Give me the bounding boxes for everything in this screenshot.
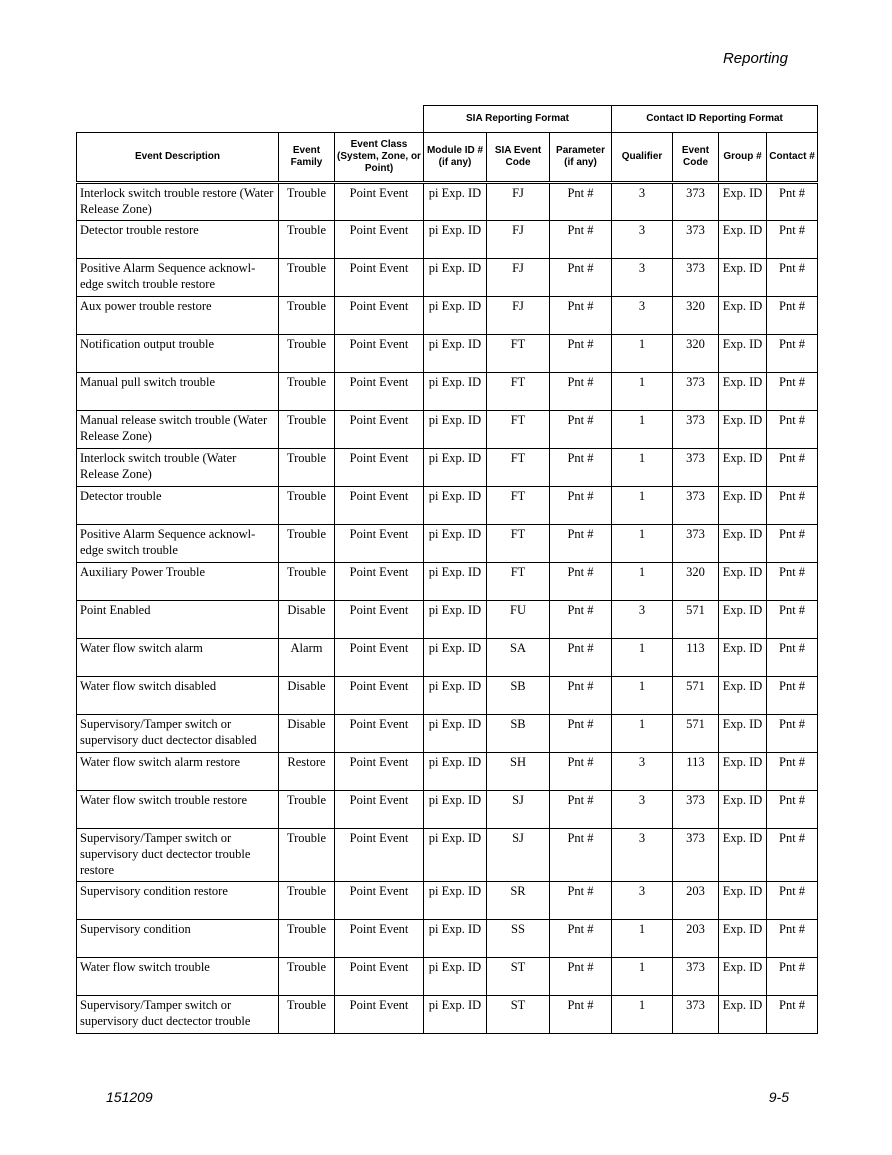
module-id-cell: pi Exp. ID [424,449,487,487]
sia-event-code-cell: FJ [487,297,550,335]
module-id-cell: pi Exp. ID [424,563,487,601]
contact-cell: Pnt # [767,487,818,525]
parameter-cell: Pnt # [550,639,612,677]
parameter-cell: Pnt # [550,920,612,958]
group-cell: Exp. ID [719,373,767,411]
event-family-cell: Trouble [279,920,335,958]
event-family-cell: Restore [279,753,335,791]
module-id-cell: pi Exp. ID [424,996,487,1034]
col-module-id: Module ID # (if any) [424,133,487,183]
table-row [77,882,818,920]
col-qualifier: Qualifier [612,133,673,183]
event-family-cell: Trouble [279,259,335,297]
parameter-cell: Pnt # [550,563,612,601]
qualifier-cell: 1 [612,411,673,449]
parameter-cell: Pnt # [550,259,612,297]
event-class-cell: Point Event [335,958,424,996]
table-row [77,753,818,791]
contact-cell: Pnt # [767,335,818,373]
event-code-cell: 373 [673,996,719,1034]
sia-event-code-cell: ST [487,996,550,1034]
sia-format-header: SIA Reporting Format [424,106,612,133]
table-row [77,525,818,563]
event-code-cell: 203 [673,920,719,958]
event-class-cell: Point Event [335,335,424,373]
page-header-title: Reporting [722,50,788,67]
table-row [77,601,818,639]
table-row [77,411,818,449]
module-id-cell: pi Exp. ID [424,335,487,373]
sia-event-code-cell: FT [487,335,550,373]
event-code-cell: 373 [673,449,719,487]
event-code-cell: 373 [673,791,719,829]
event-class-cell: Point Event [335,920,424,958]
qualifier-cell: 1 [612,525,673,563]
event-description-cell: Detector trouble [77,487,279,525]
event-code-cell: 320 [673,297,719,335]
reporting-table [76,105,818,1034]
event-class-cell: Point Event [335,221,424,259]
table-row [77,791,818,829]
event-description-cell: Aux power trouble restore [77,297,279,335]
event-family-cell: Disable [279,677,335,715]
event-code-cell: 373 [673,183,719,221]
parameter-cell: Pnt # [550,677,612,715]
module-id-cell: pi Exp. ID [424,601,487,639]
sia-event-code-cell: FJ [487,259,550,297]
event-description-cell: Supervisory/Tamper switch or supervisory duct dectector trouble [77,996,279,1034]
contact-cell: Pnt # [767,715,818,753]
parameter-cell: Pnt # [550,487,612,525]
event-family-cell: Disable [279,715,335,753]
event-description-cell: Water flow switch alarm [77,639,279,677]
event-class-cell: Point Event [335,753,424,791]
event-class-cell: Point Event [335,829,424,882]
table-row [77,373,818,411]
module-id-cell: pi Exp. ID [424,829,487,882]
sia-event-code-cell: FT [487,563,550,601]
contact-cell: Pnt # [767,996,818,1034]
event-description-cell: Manual pull switch trouble [77,373,279,411]
qualifier-cell: 1 [612,920,673,958]
sia-event-code-cell: FT [487,487,550,525]
parameter-cell: Pnt # [550,958,612,996]
event-class-cell: Point Event [335,563,424,601]
contact-cell: Pnt # [767,601,818,639]
qualifier-cell: 3 [612,259,673,297]
parameter-cell: Pnt # [550,525,612,563]
parameter-cell: Pnt # [550,996,612,1034]
contact-cell: Pnt # [767,920,818,958]
parameter-cell: Pnt # [550,882,612,920]
parameter-cell: Pnt # [550,449,612,487]
event-class-cell: Point Event [335,183,424,221]
group-cell: Exp. ID [719,183,767,221]
sia-event-code-cell: FJ [487,183,550,221]
qualifier-cell: 3 [612,601,673,639]
contact-cell: Pnt # [767,259,818,297]
event-code-cell: 373 [673,411,719,449]
document-number: 151209 [106,1089,153,1105]
event-family-cell: Trouble [279,525,335,563]
event-description-cell: Interlock switch trouble restore (Water Release Zone) [77,183,279,221]
module-id-cell: pi Exp. ID [424,882,487,920]
qualifier-cell: 1 [612,639,673,677]
sia-event-code-cell: SR [487,882,550,920]
event-class-cell: Point Event [335,525,424,563]
event-code-cell: 113 [673,753,719,791]
parameter-cell: Pnt # [550,373,612,411]
qualifier-cell: 1 [612,715,673,753]
module-id-cell: pi Exp. ID [424,958,487,996]
event-class-cell: Point Event [335,996,424,1034]
col-parameter: Parameter (if any) [550,133,612,183]
event-class-cell: Point Event [335,297,424,335]
event-family-cell: Disable [279,601,335,639]
column-header-row [77,133,818,183]
sia-event-code-cell: FJ [487,221,550,259]
event-description-cell: Water flow switch trouble [77,958,279,996]
event-family-cell: Trouble [279,829,335,882]
event-code-cell: 320 [673,335,719,373]
group-cell: Exp. ID [719,882,767,920]
event-code-cell: 203 [673,882,719,920]
contact-cell: Pnt # [767,958,818,996]
module-id-cell: pi Exp. ID [424,677,487,715]
event-code-cell: 373 [673,259,719,297]
table-row [77,259,818,297]
sia-event-code-cell: SA [487,639,550,677]
group-cell: Exp. ID [719,677,767,715]
col-event-code: Event Code [673,133,719,183]
module-id-cell: pi Exp. ID [424,259,487,297]
event-family-cell: Trouble [279,996,335,1034]
sia-event-code-cell: FT [487,411,550,449]
group-cell: Exp. ID [719,525,767,563]
qualifier-cell: 1 [612,373,673,411]
group-cell: Exp. ID [719,449,767,487]
contact-cell: Pnt # [767,183,818,221]
module-id-cell: pi Exp. ID [424,920,487,958]
event-code-cell: 373 [673,958,719,996]
contact-cell: Pnt # [767,791,818,829]
group-cell: Exp. ID [719,335,767,373]
module-id-cell: pi Exp. ID [424,791,487,829]
qualifier-cell: 3 [612,221,673,259]
table-row [77,920,818,958]
event-family-cell: Trouble [279,411,335,449]
qualifier-cell: 1 [612,563,673,601]
sia-event-code-cell: SS [487,920,550,958]
contact-cell: Pnt # [767,829,818,882]
table-row [77,677,818,715]
event-family-cell: Trouble [279,791,335,829]
event-code-cell: 571 [673,715,719,753]
event-class-cell: Point Event [335,411,424,449]
contact-cell: Pnt # [767,449,818,487]
group-cell: Exp. ID [719,958,767,996]
parameter-cell: Pnt # [550,297,612,335]
event-description-cell: Supervisory condition restore [77,882,279,920]
sia-event-code-cell: SB [487,677,550,715]
group-cell: Exp. ID [719,996,767,1034]
module-id-cell: pi Exp. ID [424,525,487,563]
event-class-cell: Point Event [335,487,424,525]
event-description-cell: Point Enabled [77,601,279,639]
group-cell: Exp. ID [719,791,767,829]
group-cell: Exp. ID [719,563,767,601]
event-description-cell: Detector trouble restore [77,221,279,259]
col-group: Group # [719,133,767,183]
contact-cell: Pnt # [767,297,818,335]
col-contact: Contact # [767,133,818,183]
sia-event-code-cell: FU [487,601,550,639]
table-row [77,996,818,1034]
event-code-cell: 373 [673,487,719,525]
module-id-cell: pi Exp. ID [424,487,487,525]
event-description-cell: Positive Alarm Sequence acknowl-edge switch trouble restore [77,259,279,297]
event-description-cell: Water flow switch disabled [77,677,279,715]
sia-event-code-cell: SJ [487,829,550,882]
event-class-cell: Point Event [335,715,424,753]
qualifier-cell: 1 [612,487,673,525]
event-description-cell: Positive Alarm Sequence acknowl-edge switch trouble [77,525,279,563]
qualifier-cell: 3 [612,753,673,791]
event-family-cell: Trouble [279,487,335,525]
qualifier-cell: 3 [612,183,673,221]
table-body [77,183,818,1034]
event-class-cell: Point Event [335,449,424,487]
group-header-row [77,106,818,133]
module-id-cell: pi Exp. ID [424,373,487,411]
event-class-cell: Point Event [335,601,424,639]
module-id-cell: pi Exp. ID [424,183,487,221]
event-description-cell: Manual release switch trouble (Water Release Zone) [77,411,279,449]
qualifier-cell: 3 [612,791,673,829]
table-row [77,449,818,487]
sia-event-code-cell: FT [487,525,550,563]
col-event-description: Event Description [77,133,279,183]
table-row [77,297,818,335]
col-event-family: Event Family [279,133,335,183]
module-id-cell: pi Exp. ID [424,221,487,259]
event-code-cell: 571 [673,601,719,639]
group-cell: Exp. ID [719,487,767,525]
qualifier-cell: 1 [612,996,673,1034]
group-cell: Exp. ID [719,297,767,335]
event-family-cell: Trouble [279,373,335,411]
qualifier-cell: 3 [612,829,673,882]
group-cell: Exp. ID [719,259,767,297]
contact-cell: Pnt # [767,411,818,449]
event-code-cell: 373 [673,525,719,563]
qualifier-cell: 3 [612,882,673,920]
contact-cell: Pnt # [767,373,818,411]
parameter-cell: Pnt # [550,601,612,639]
module-id-cell: pi Exp. ID [424,639,487,677]
event-class-cell: Point Event [335,791,424,829]
contact-cell: Pnt # [767,753,818,791]
event-family-cell: Trouble [279,335,335,373]
event-description-cell: Supervisory condition [77,920,279,958]
contact-cell: Pnt # [767,639,818,677]
parameter-cell: Pnt # [550,183,612,221]
sia-event-code-cell: SH [487,753,550,791]
parameter-cell: Pnt # [550,411,612,449]
page-number: 9-5 [768,1089,789,1105]
parameter-cell: Pnt # [550,715,612,753]
event-code-cell: 373 [673,373,719,411]
contact-cell: Pnt # [767,525,818,563]
event-family-cell: Trouble [279,297,335,335]
group-cell: Exp. ID [719,715,767,753]
event-code-cell: 320 [673,563,719,601]
event-class-cell: Point Event [335,882,424,920]
qualifier-cell: 3 [612,297,673,335]
parameter-cell: Pnt # [550,791,612,829]
table-row [77,183,818,221]
table-row [77,221,818,259]
group-cell: Exp. ID [719,920,767,958]
event-class-cell: Point Event [335,259,424,297]
group-cell: Exp. ID [719,411,767,449]
contact-cell: Pnt # [767,882,818,920]
table-row [77,639,818,677]
sia-event-code-cell: SB [487,715,550,753]
module-id-cell: pi Exp. ID [424,411,487,449]
event-code-cell: 373 [673,829,719,882]
sia-event-code-cell: FT [487,373,550,411]
group-cell: Exp. ID [719,601,767,639]
contact-id-format-header: Contact ID Reporting Format [612,106,818,133]
module-id-cell: pi Exp. ID [424,297,487,335]
event-family-cell: Trouble [279,882,335,920]
module-id-cell: pi Exp. ID [424,753,487,791]
contact-cell: Pnt # [767,221,818,259]
module-id-cell: pi Exp. ID [424,715,487,753]
event-family-cell: Trouble [279,183,335,221]
event-description-cell: Water flow switch alarm restore [77,753,279,791]
event-description-cell: Supervisory/Tamper switch or supervisory duct dectector trouble restore [77,829,279,882]
table-row [77,487,818,525]
event-class-cell: Point Event [335,373,424,411]
event-code-cell: 373 [673,221,719,259]
table-row [77,958,818,996]
event-class-cell: Point Event [335,677,424,715]
group-cell: Exp. ID [719,221,767,259]
qualifier-cell: 1 [612,958,673,996]
group-cell: Exp. ID [719,753,767,791]
event-family-cell: Trouble [279,563,335,601]
table-row [77,715,818,753]
sia-event-code-cell: SJ [487,791,550,829]
table-row [77,563,818,601]
event-description-cell: Water flow switch trouble restore [77,791,279,829]
event-family-cell: Trouble [279,958,335,996]
sia-event-code-cell: FT [487,449,550,487]
parameter-cell: Pnt # [550,753,612,791]
event-family-cell: Trouble [279,221,335,259]
col-sia-event-code: SIA Event Code [487,133,550,183]
group-cell: Exp. ID [719,639,767,677]
parameter-cell: Pnt # [550,221,612,259]
event-class-cell: Point Event [335,639,424,677]
event-family-cell: Alarm [279,639,335,677]
table-row [77,335,818,373]
contact-cell: Pnt # [767,677,818,715]
group-cell: Exp. ID [719,829,767,882]
parameter-cell: Pnt # [550,829,612,882]
event-description-cell: Auxiliary Power Trouble [77,563,279,601]
qualifier-cell: 1 [612,677,673,715]
parameter-cell: Pnt # [550,335,612,373]
qualifier-cell: 1 [612,449,673,487]
sia-event-code-cell: ST [487,958,550,996]
event-code-cell: 571 [673,677,719,715]
event-description-cell: Supervisory/Tamper switch or supervisory duct dectector disabled [77,715,279,753]
blank-header-cell [77,106,424,133]
qualifier-cell: 1 [612,335,673,373]
event-description-cell: Notification output trouble [77,335,279,373]
col-event-class: Event Class (System, Zone, or Point) [335,133,424,183]
event-family-cell: Trouble [279,449,335,487]
table-row [77,829,818,882]
event-code-cell: 113 [673,639,719,677]
contact-cell: Pnt # [767,563,818,601]
event-description-cell: Interlock switch trouble (Water Release Zone) [77,449,279,487]
